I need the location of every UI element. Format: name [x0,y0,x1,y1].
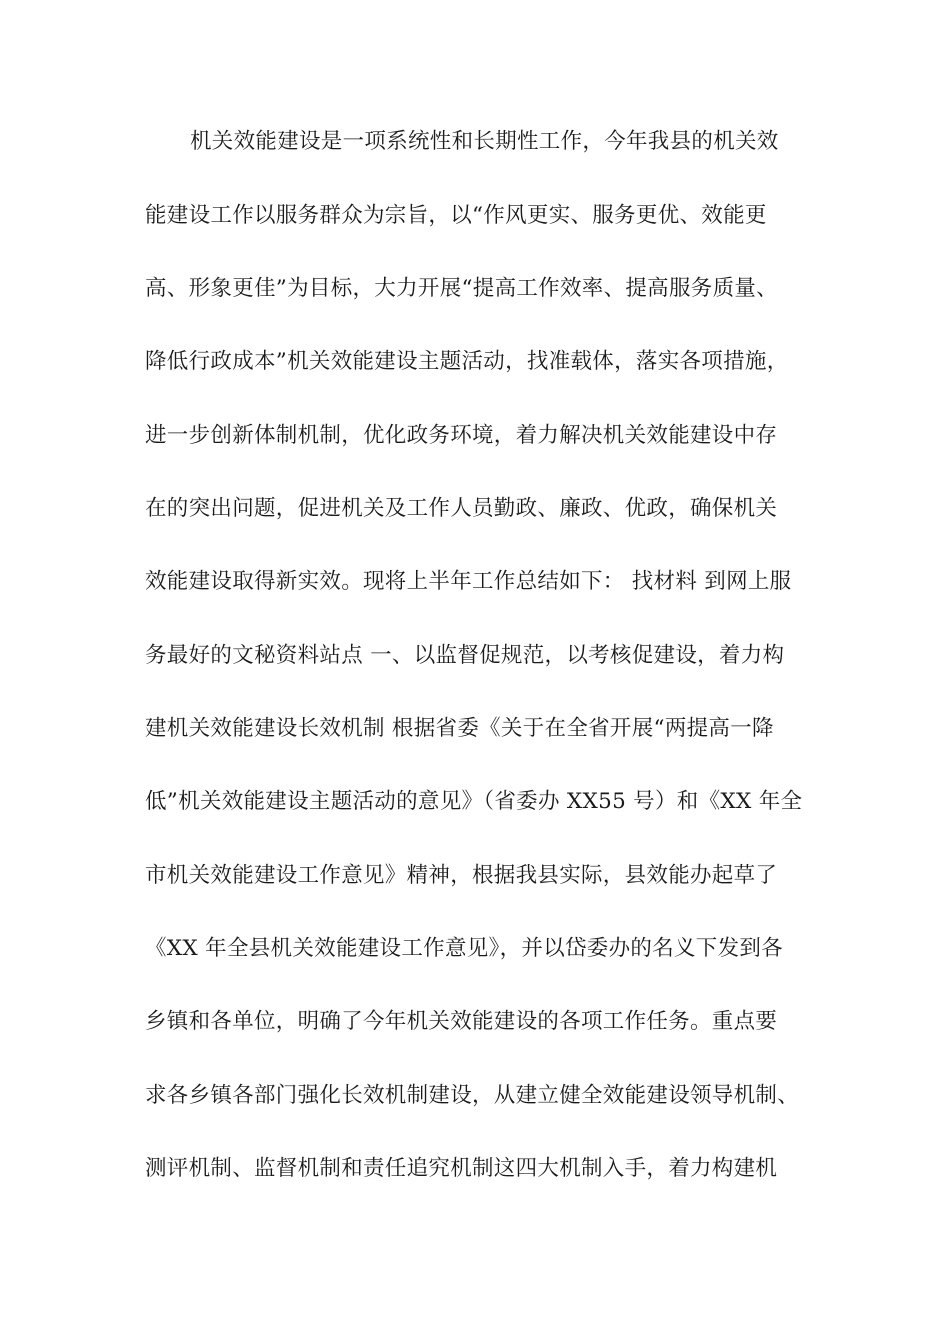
paragraph-line: 市机关效能建设工作意见》精神，根据我县实际，县效能办起草了 [145,863,778,888]
paragraph-line: 乡镇和各单位，明确了今年机关效能建设的各项工作任务。重点要 [145,1009,778,1034]
paragraph-line: 效能建设取得新实效。现将上半年工作总结如下： 找材料 到网上服 [145,569,792,594]
paragraph-line: 求各乡镇各部门强化长效机制建设，从建立健全效能建设领导机制、 [145,1083,800,1108]
paragraph-line: 降低行政成本”机关效能建设主题活动，找准载体，落实各项措施， [145,349,789,374]
paragraph-line: 测评机制、监督机制和责任追究机制这四大机制入手，着力构建机 [145,1156,778,1181]
paragraph-line: 低”机关效能建设主题活动的意见》（省委办 XX55 号）和《XX 年全 [145,789,803,814]
paragraph-line: 《XX 年全县机关效能建设工作意见》，并以岱委办的名义下发到各 [145,936,783,961]
paragraph-line: 建机关效能建设长效机制 根据省委《关于在全省开展“两提高一降 [145,716,774,741]
paragraph-line: 务最好的文秘资料站点 一、以监督促规范，以考核促建设，着力构 [145,643,785,668]
paragraph-line: 进一步创新体制机制，优化政务环境，着力解决机关效能建设中存 [145,423,778,448]
paragraph-line: 机关效能建设是一项系统性和长期性工作，今年我县的机关效 [190,129,779,154]
paragraph-line: 高、形象更佳”为目标，大力开展“提高工作效率、提高服务质量、 [145,276,778,301]
paragraph-line: 在的突出问题，促进机关及工作人员勤政、廉政、优政，确保机关 [145,496,778,521]
paragraph-line: 能建设工作以服务群众为宗旨，以“作风更实、服务更优、效能更 [145,203,767,228]
